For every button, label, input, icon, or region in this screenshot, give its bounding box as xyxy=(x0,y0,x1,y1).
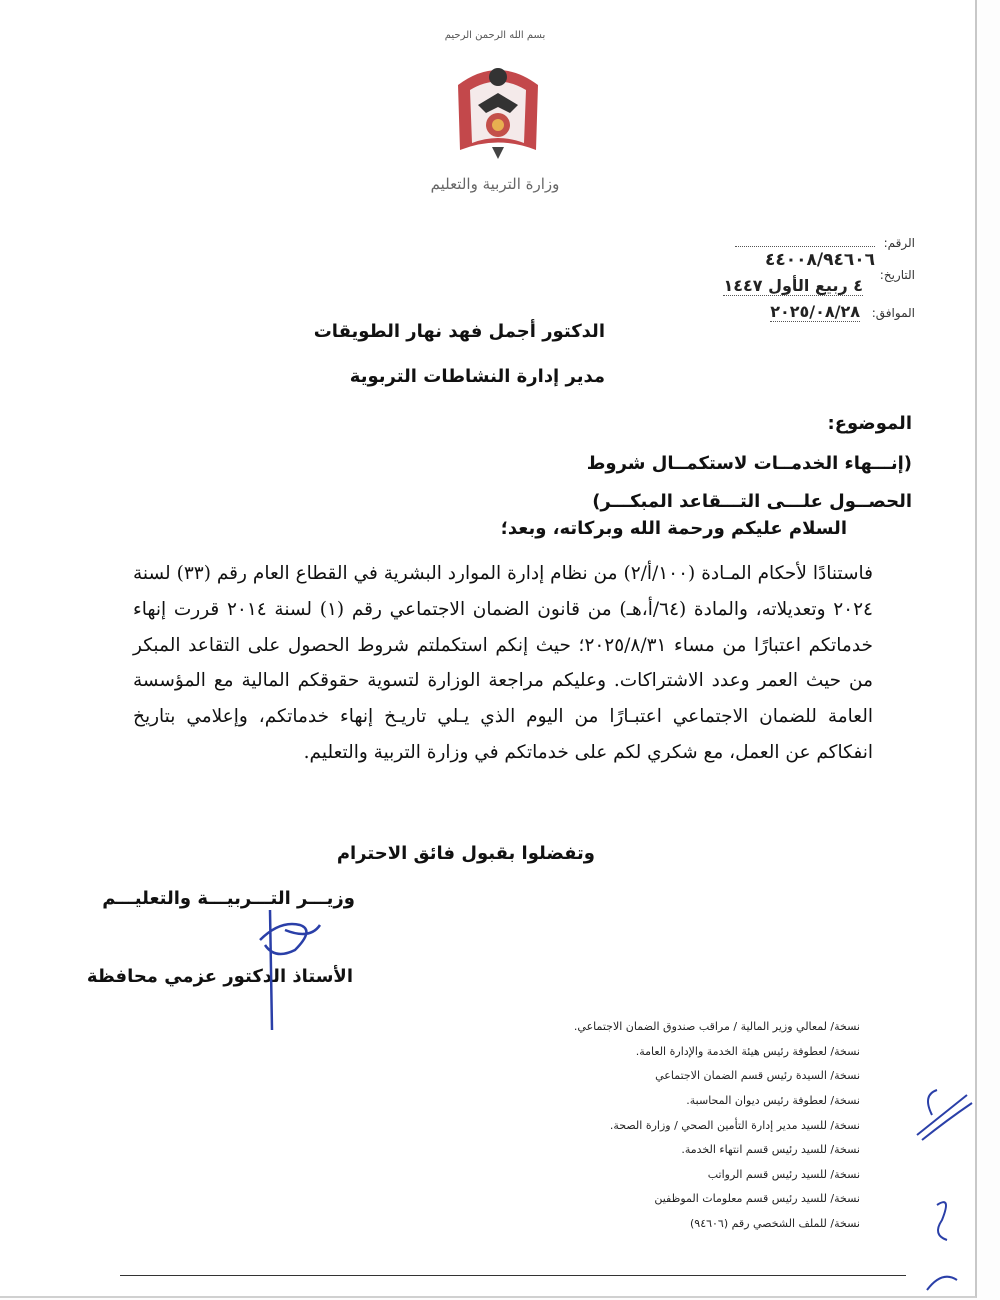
number-value: ٤٤٠٠٨/٩٤٦٠٦ xyxy=(765,250,875,270)
ministry-logo-text: وزارة التربية والتعليم xyxy=(430,175,560,193)
subject-line-2: الحصــول علـــى التـــقاعد المبكـــر) xyxy=(592,491,912,512)
cc-item: نسخة/ لعطوفة رئيس هيئة الخدمة والإدارة العامة. xyxy=(635,1045,860,1058)
gregorian-value: ٢٠٢٥/٠٨/٢٨ xyxy=(770,302,860,321)
footer-divider xyxy=(120,1275,906,1276)
signatory-title: وزيـــر التـــربيـــة والتعليـــم xyxy=(102,888,355,909)
cc-item: نسخة/ لعطوفة رئيس ديوان المحاسبة. xyxy=(686,1094,860,1107)
cc-item: نسخة/ للسيد رئيس قسم الرواتب xyxy=(707,1168,860,1181)
basmala-logo-text: بسم الله الرحمن الرحيم xyxy=(444,30,546,41)
number-label: الرقم: xyxy=(883,236,915,250)
closing: وتفضلوا بقبول فائق الاحترام xyxy=(336,843,595,864)
subject-line-1: (إنـــهاء الخدمــات لاستكمــال شروط xyxy=(586,453,912,474)
jordan-emblem-icon xyxy=(448,55,548,165)
greeting: السلام عليكم ورحمة الله وبركاته، وبعد؛ xyxy=(500,518,847,539)
handwritten-annotation-icon xyxy=(912,1075,982,1295)
gregorian-label: الموافق: xyxy=(871,306,915,320)
cc-item: نسخة/ للملف الشخصي رقم (٩٤٦٠٦) xyxy=(689,1217,860,1230)
signature-icon xyxy=(240,900,330,1040)
signatory-name: الأستاذ الدكتور عزمي محافظة xyxy=(86,966,353,987)
date-value: ٤ ربيع الأول ١٤٤٧ xyxy=(723,276,863,295)
number-dots xyxy=(735,246,875,247)
addressee-position: مدير إدارة النشاطات التربوية xyxy=(349,366,605,387)
cc-item: نسخة/ للسيد مدير إدارة التأمين الصحي / وزارة الصحة. xyxy=(609,1119,860,1132)
subject-label: الموضوع: xyxy=(827,413,912,434)
date-label: التاريخ: xyxy=(879,268,915,282)
cc-item: نسخة/ لمعالي وزير المالية / مراقب صندوق الضمان الاجتماعي. xyxy=(573,1020,860,1033)
letter-body: فاستنادًا لأحكام المـادة (١٠٠/أ/٢) من نظام إدارة الموارد البشرية في القطاع العام رقم (٣٣) لسنة ٢٠٢٤ وتعديلاته، والمادة (٦٤/أ،هـ) من قانون الضمان الاجتماعي رقم (١) لسنة ٢٠١٤ قررت إنهاء خدماتكم اعتبارًا من مساء ٢٠٢٥/٨/٣١؛ حيث إنكم استكملتم شروط الحصول على التقاعد المبكر من حيث العمر وعدد الاشتراكات. وعليكم مراجعة الوزارة لتسوية حقوقكم المالية مع المؤسسة العامة للضمان الاجتماعي اعتبـارًا من اليوم الذي يـلي تاريـخ إنهاء خدماتكم، وإعلامي بتاريخ انفكاكم عن العمل، مع شكري لكم على خدماتكم في وزارة التربية والتعليم. xyxy=(133,563,873,763)
addressee-name: الدكتور أجمل فهد نهار الطويقات xyxy=(313,321,605,342)
cc-item: نسخة/ للسيد رئيس قسم معلومات الموظفين xyxy=(654,1192,860,1205)
cc-item: نسخة/ السيدة رئيس قسم الضمان الاجتماعي xyxy=(655,1069,860,1082)
cc-item: نسخة/ للسيد رئيس قسم انتهاء الخدمة. xyxy=(681,1143,860,1156)
